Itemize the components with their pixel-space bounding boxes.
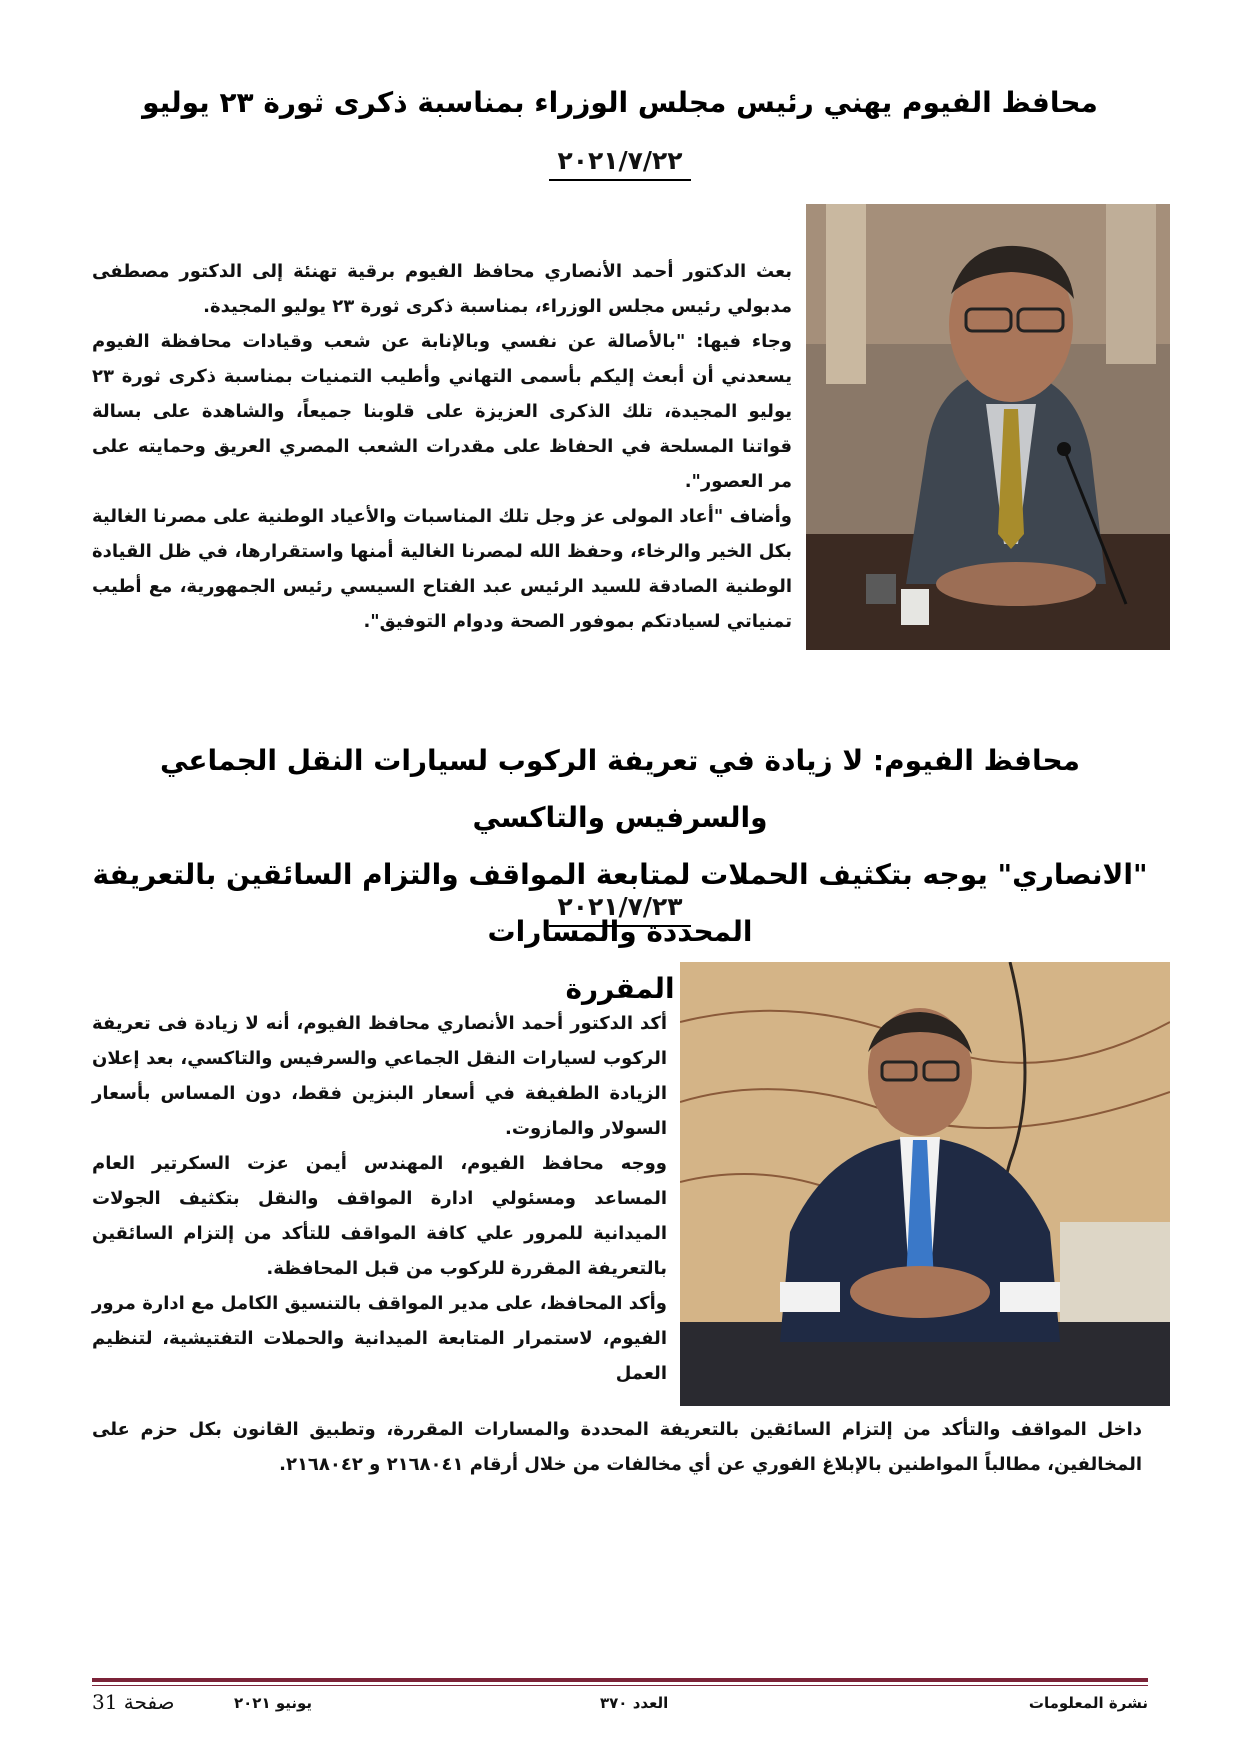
article2-body-beside-photo: أكد الدكتور أحمد الأنصاري محافظ الفيوم، أنه لا زيادة فى تعريفة الركوب لسيارات النقل الجماعي والسرفيس والتاكسي، بعد إعلان الزيادة الطفيفة في أسعار البنزين فقط، دون المساس بأسعار السولار والمازوت. ووجه محافظ الفيوم، المهندس أيمن عزت السكرتير العام المساعد ومسئولي ادارة المواقف والنقل بتكثيف الجولات الميدانية للمرور علي كافة المواقف للتأكد من إلتزام السائقين بالتعريفة المقررة للركوب من قبل المحافظة. وأكد المحافظ، على مدير المواقف بالتنسيق الكامل مع ادارة مرور الفيوم، لاستمرار المتابعة الميدانية والحملات التفتيشية، لتنظيم العمل	[92, 1013, 667, 1384]
article1-date-text: ٢٠٢١/٧/٢٢	[549, 146, 690, 181]
footer-issue: العدد ٣٧٠	[600, 1694, 669, 1712]
footer-divider-thick	[92, 1678, 1148, 1682]
footer-month: يونيو ٢٠٢١	[234, 1694, 313, 1712]
article1-photo	[806, 204, 1170, 650]
article1-body: بعث الدكتور أحمد الأنصاري محافظ الفيوم برقية تهنئة إلى الدكتور مصطفى مدبولي رئيس مجلس الوزراء، بمناسبة ذكرى ثورة ٢٣ يوليو المجيدة. وجاء فيها: "بالأصالة عن نفسي وبالإنابة عن شعب وقيادات محافظة الفيوم يسعدني أن أبعث إليكم بأسمى التهاني وأطيب التمنيات بمناسبة ذكرى ثورة ٢٣ يوليو المجيدة، تلك الذكرى العزيزة على قلوبنا جميعاً، والشاهدة على بسالة قواتنا المسلحة في الحفاظ على مقدرات الشعب المصري العريق وحمايته على مر العصور". وأضاف "أعاد المولى عز وجل تلك المناسبات والأعياد الوطنية على مصرنا الغالية بكل الخير والرخاء، وحفظ الله لمصرنا الغالية أمنها واستقرارها، في ظل القيادة الوطنية الصادقة للسيد الرئيس عبد الفتاح السيسي رئيس الجمهورية، مع أطيب تمنياتي لسيادتكم بموفور الصحة ودوام التوفيق".	[92, 261, 792, 632]
article2-photo	[680, 962, 1170, 1406]
article2-title-line2: "الانصاري" يوجه بتكثيف الحملات لمتابعة المواقف والتزام السائقين بالتعريفة المحددة والمسارات	[92, 858, 1148, 948]
footer-publication: نشرة المعلومات	[1028, 1694, 1148, 1712]
article2-date-text: ٢٠٢١/٧/٢٣	[549, 892, 690, 927]
footer-divider-thin	[92, 1685, 1148, 1686]
article1-title: محافظ الفيوم يهني رئيس مجلس الوزراء بمناسبة ذكرى ثورة ٢٣ يوليو	[142, 86, 1098, 119]
article2-title-line1: محافظ الفيوم: لا زيادة في تعريفة الركوب لسيارات النقل الجماعي والسرفيس والتاكسي	[159, 744, 1080, 834]
governor-portrait-with-map	[680, 962, 1170, 1406]
prime-minister-portrait	[806, 204, 1170, 650]
article2-title-line3: المقررة	[565, 972, 675, 1005]
footer-page-number: صفحة 31	[92, 1690, 175, 1714]
article2-date	[0, 892, 1240, 927]
article1-date	[0, 146, 1240, 181]
article2-body-full-width: داخل المواقف والتأكد من إلتزام السائقين بالتعريفة المحددة والمسارات المقررة، وتطبيق القانون بكل حزم على المخالفين، مطالباً المواطنين بالإبلاغ الفوري عن أي مخالفات من خلال أرقام ٢١٦٨٠٤١ و ٢١٦٨٠٤٢.	[92, 1419, 1142, 1475]
